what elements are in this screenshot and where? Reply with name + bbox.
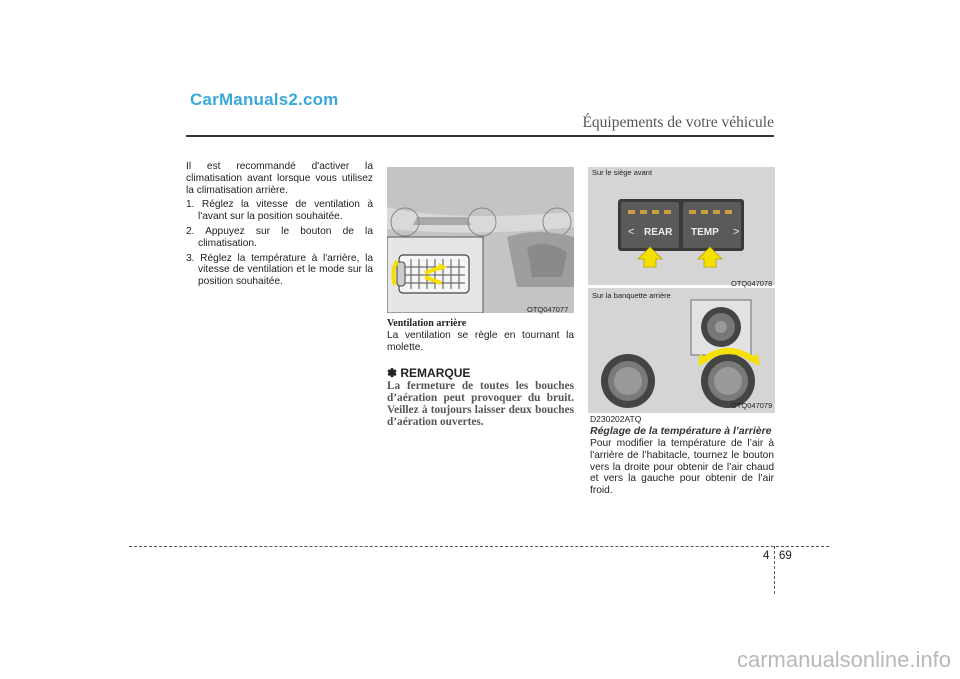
section-header-title: Équipements de votre véhicule <box>582 114 774 131</box>
vent-heading: Ventilation arrière <box>387 318 467 329</box>
remark-paragraph: La fermeture de toutes les bouches d’aération peut provoquer du bruit. Veillez à toujours laisser deux bouches d’aération ouvertes. <box>387 380 574 428</box>
step-2: 2. Appuyez sur le bouton de la climatisation. <box>186 225 373 249</box>
figure-code: OTQ047078 <box>731 279 773 288</box>
temp-section-paragraph: Pour modifier la température de l’air à l'arrière de l’habitacle, tournez le bouton vers la droite pour obtenir de l’air chaud et vers la gauche pour obtenir de l’air froid. <box>590 438 774 497</box>
front-seat-control-figure <box>588 167 775 285</box>
footer-watermark: carmanualsonline.info <box>736 647 951 672</box>
rear-knobs-illustration <box>588 288 775 413</box>
remark-heading: ✽ REMARQUE <box>387 366 471 380</box>
rear-seat-control-figure <box>588 288 775 413</box>
page-number: 69 <box>779 550 792 562</box>
section-code: D230202ATQ <box>590 414 642 424</box>
page-number-divider <box>774 546 775 594</box>
header-divider <box>186 135 774 137</box>
temp-button-label: TEMP <box>691 227 719 238</box>
figure-code: OTQ047079 <box>731 401 773 410</box>
svg-text:>: > <box>733 226 740 238</box>
chapter-number: 4 <box>763 550 770 562</box>
rear-vent-figure <box>387 167 574 313</box>
step-1: 1. Réglez la vitesse de ventilation à l'avant sur la position souhaitée. <box>186 199 373 223</box>
rear-button-label: REAR <box>644 227 673 238</box>
figure-code: OTQ047077 <box>527 305 569 314</box>
temp-section-title: Réglage de la température à l’arrière <box>590 425 772 437</box>
front-seat-caption: Sur le siège avant <box>592 168 653 177</box>
svg-text:<: < <box>628 226 635 238</box>
watermark-logo: CarManuals2.com <box>190 90 339 109</box>
rear-seat-caption: Sur la banquette arrière <box>592 291 671 300</box>
intro-paragraph: Il est recommandé d'activer la climatisation avant lorsque vous utilisez la climatisation arrière. <box>186 161 373 196</box>
step-3: 3. Réglez la température à l'arrière, la vitesse de ventilation et le mode sur la position souhaitée. <box>186 252 373 288</box>
vent-paragraph: La ventilation se règle en tournant la molette. <box>387 330 574 353</box>
rear-vent-illustration <box>387 167 574 313</box>
footer-divider <box>129 546 829 547</box>
column-1 <box>186 161 373 291</box>
rear-temp-buttons-illustration <box>588 167 775 285</box>
